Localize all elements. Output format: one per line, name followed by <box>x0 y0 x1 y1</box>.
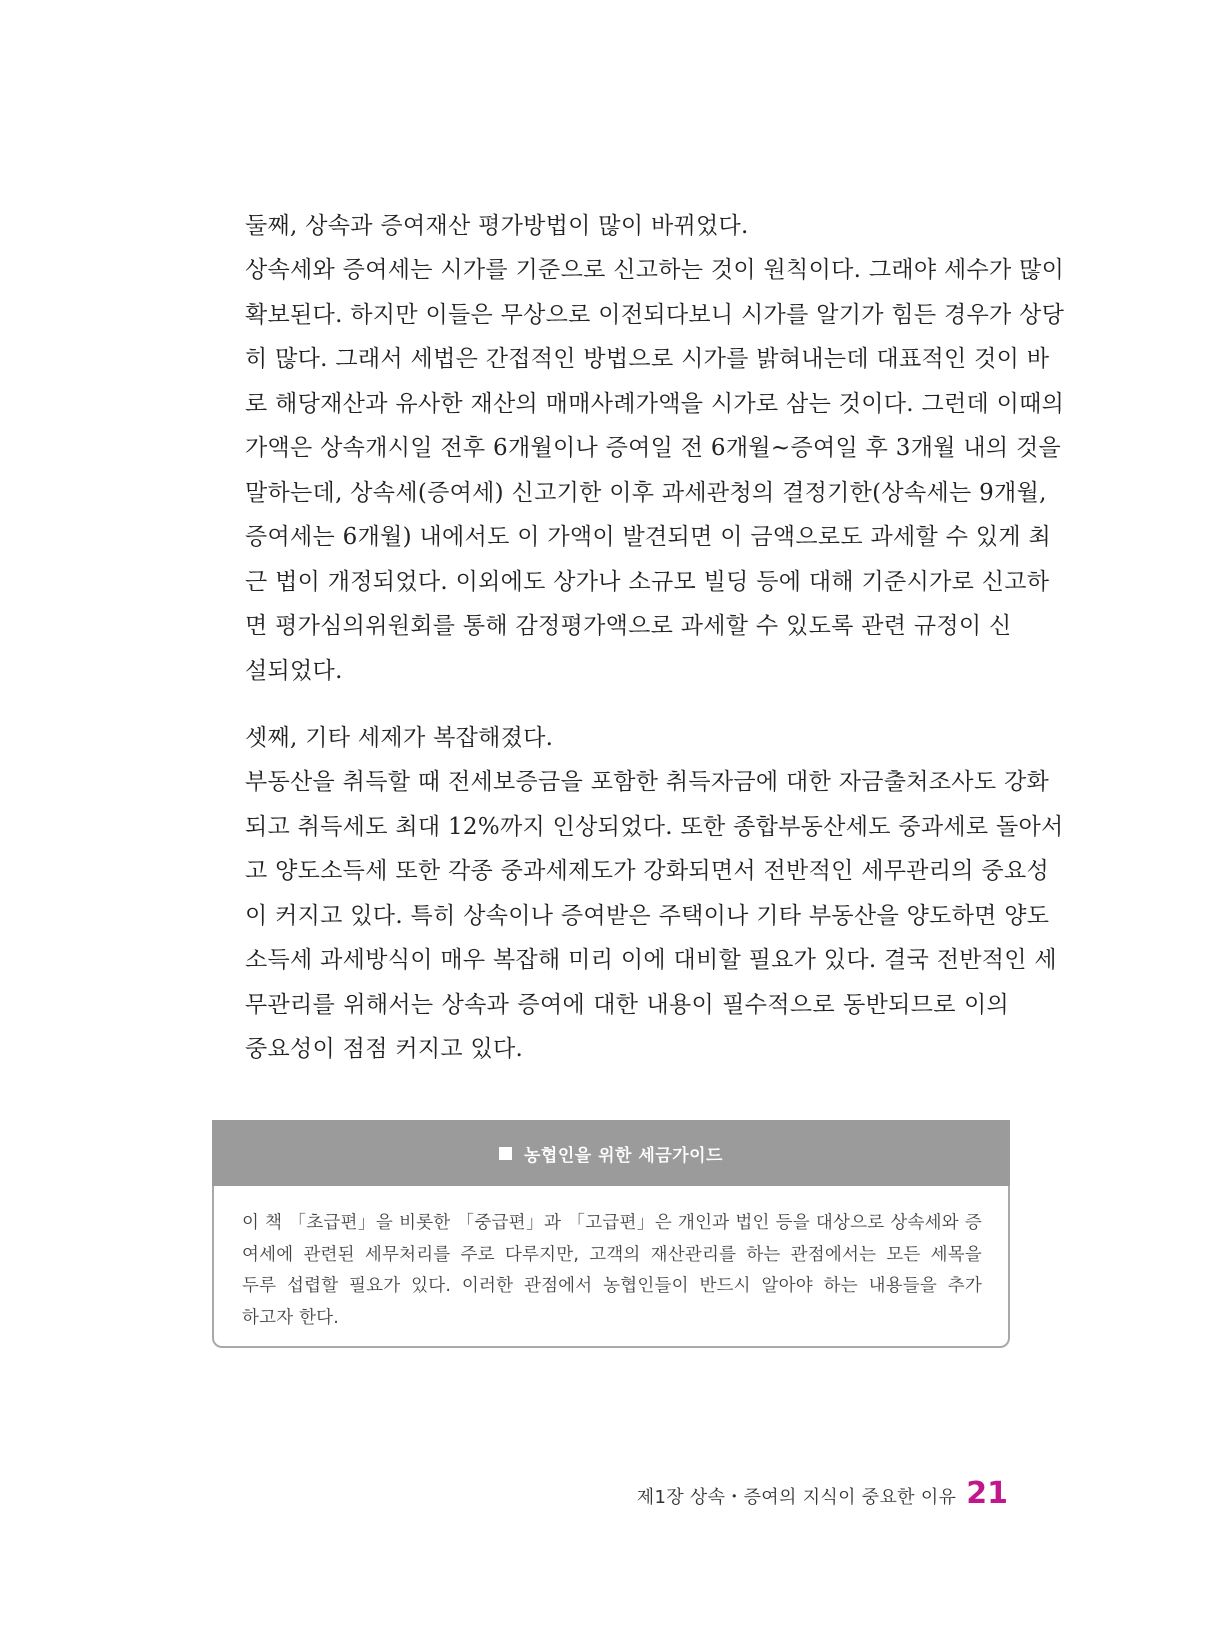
page-number: 21 <box>966 1476 1008 1511</box>
text-line: 중요성이 점점 커지고 있다. <box>245 1036 524 1062</box>
text-line: 증여세는 6개월) 내에서도 이 가액이 발견되면 이 금액으로도 과세할 수 있게 최 <box>245 524 1051 550</box>
text-line: 면 평가심의위원회를 통해 감정평가액으로 과세할 수 있도록 관련 규정이 신 <box>245 613 1012 639</box>
section1-heading: 둘째, 상속과 증여재산 평가방법이 많이 바뀌었다. <box>245 213 749 239</box>
text-line: 상속세와 증여세는 시가를 기준으로 신고하는 것이 원칙이다. 그래야 세수가 많이 <box>245 257 1065 283</box>
text-line: 로 해당재산과 유사한 재산의 매매사례가액을 시가로 삼는 것이다. 그런데 이때의 <box>245 390 1065 417</box>
text-line: 히 많다. 그래서 세법은 간접적인 방법으로 시가를 밝혀내는데 대표적인 것이 바 <box>245 346 1050 372</box>
section1-body <box>245 248 1065 693</box>
chapter-title: 제1장 상속・증여의 지식이 중요한 이유 <box>636 1487 957 1508</box>
text-line: 확보된다. 하지만 이들은 무상으로 이전되다보니 시가를 알기가 힘든 경우가 상당 <box>245 301 1065 328</box>
text-line: 이 커지고 있다. 특히 상속이나 증여받은 주택이나 기타 부동산을 양도하면 양도 <box>245 902 1050 929</box>
tax-guide-title: 농협인을 위한 세금가이드 <box>524 1145 723 1166</box>
section2-heading: 셋째, 기타 세제가 복잡해졌다. <box>245 725 554 751</box>
tax-guide-text <box>242 1208 982 1334</box>
text-line: 가액은 상속개시일 전후 6개월이나 증여일 전 6개월~증여일 후 3개월 내의 것을 <box>245 435 1062 461</box>
tax-guide-box <box>212 1120 1010 1350</box>
tax-guide-body <box>212 1186 1010 1348</box>
square-bullet-icon <box>499 1147 512 1160</box>
text-line: 부동산을 취득할 때 전세보증금을 포함한 취득자금에 대한 자금출처조사도 강화 <box>245 769 1049 795</box>
text-line: 근 법이 개정되었다. 이외에도 상가나 소규모 빌딩 등에 대해 기준시가로 신고하 <box>245 568 1050 595</box>
text-line: 설되었다. <box>245 657 343 684</box>
text-line: 고 양도소득세 또한 각종 중과세제도가 강화되면서 전반적인 세무관리의 중요성 <box>245 858 1049 884</box>
text-line: 말하는데, 상속세(증여세) 신고기한 이후 과세관청의 결정기한(상속세는 9개월, <box>245 479 1047 506</box>
text-line: 소득세 과세방식이 매우 복잡해 미리 이에 대비할 필요가 있다. 결국 전반적인 세 <box>245 947 1057 973</box>
section1-paragraph <box>245 248 1065 693</box>
section2-body <box>245 760 1064 1072</box>
text-line: 이 책 「초급편」을 비롯한 「중급편」과 「고급편」은 개인과 법인 등을 대상으로 상속세와 증 <box>242 1213 982 1233</box>
text-line: 무관리를 위해서는 상속과 증여에 대한 내용이 필수적으로 동반되므로 이의 <box>245 991 1009 1018</box>
text-line: 되고 취득세도 최대 12%까지 인상되었다. 또한 종합부동산세도 중과세로 돌아서 <box>245 813 1064 840</box>
text-line: 여세에 관련된 세무처리를 주로 다루지만, 고객의 재산관리를 하는 관점에서는 모든 세목을 <box>242 1244 982 1265</box>
text-line: 하고자 한다. <box>242 1307 340 1328</box>
tax-guide-header <box>212 1120 1010 1186</box>
section2-paragraph <box>245 760 1064 1072</box>
text-line: 두루 섭렵할 필요가 있다. 이러한 관점에서 농협인들이 반드시 알아야 하는 내용들을 추가 <box>242 1276 982 1296</box>
page-footer <box>637 1476 1008 1516</box>
